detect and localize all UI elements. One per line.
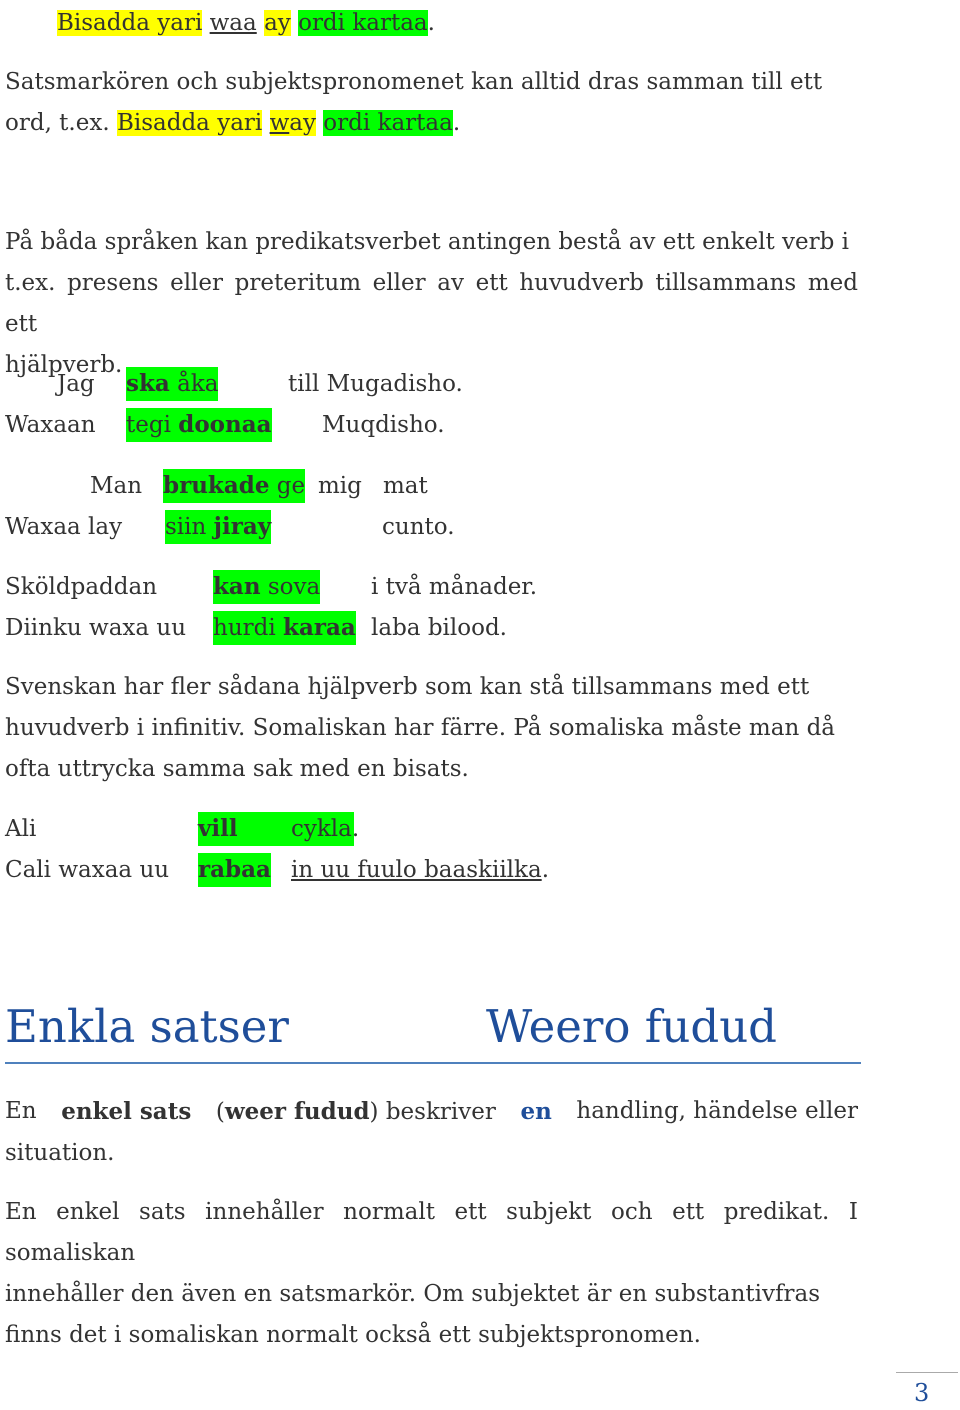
example-sentence-top: Bisadda yari waa ay ordi kartaa. <box>57 10 435 36</box>
paragraph-simple-clause: En enkel sats innehåller normalt ett subjekt och ett predikat. I somaliskan innehåller den även en satsmarkör. Om subjektet är en substantivfras finns det i somaliskan normalt också ett subjektspronomen. <box>5 1199 858 1348</box>
underlined-word: waa <box>209 10 257 36</box>
page-number-rule <box>896 1372 958 1373</box>
aux-verb-highlight: brukade ge <box>163 469 305 503</box>
aux-highlight: vill <box>198 812 354 846</box>
highlight-word: ordi kartaa <box>298 10 428 36</box>
highlight-word: Bisadda yari <box>116 110 263 136</box>
highlight-word: ordi kartaa <box>323 110 453 136</box>
underlined-letter: w <box>269 110 290 136</box>
aux-verb-highlight: siin jiray <box>165 510 271 544</box>
section-heading-somali: Weero fudud <box>486 1000 777 1053</box>
aux-highlight: rabaa <box>198 853 271 887</box>
paragraph-predicate-verb: På båda språken kan predikatsverbet antingen bestå av ett enkelt verb i t.ex. presens eller preteritum eller av ett huvudverb tillsammans med ett hjälpverb. <box>5 229 858 378</box>
page-number: 3 <box>914 1379 930 1407</box>
aux-verb-highlight: kan sova <box>213 570 320 604</box>
highlight-word: ay <box>264 10 291 36</box>
aux-verb-highlight: tegi doonaa <box>126 408 272 442</box>
highlight-word: Bisadda yari <box>57 10 203 36</box>
paragraph-definition: En enkel sats (weer fudud) beskriver en handling, händelse eller situation. <box>5 1098 858 1166</box>
heading-underline <box>5 1062 861 1064</box>
section-heading-swedish: Enkla satser <box>5 1000 289 1053</box>
paragraph-contraction: Satsmarkören och subjektspronomenet kan alltid dras samman till ett ord, t.ex. Bisadda yari way ordi kartaa. <box>5 69 823 136</box>
aux-verb-highlight: hurdi karaa <box>213 611 356 645</box>
paragraph-helper-verbs: Svenskan har fler sådana hjälpverb som kan stå tillsammans med ett huvudverb i infinitiv. Somaliskan har färre. På somaliska måste man då ofta uttrycka samma sak med en bisats. <box>5 674 835 782</box>
aux-verb-highlight: ska åka <box>126 367 218 401</box>
